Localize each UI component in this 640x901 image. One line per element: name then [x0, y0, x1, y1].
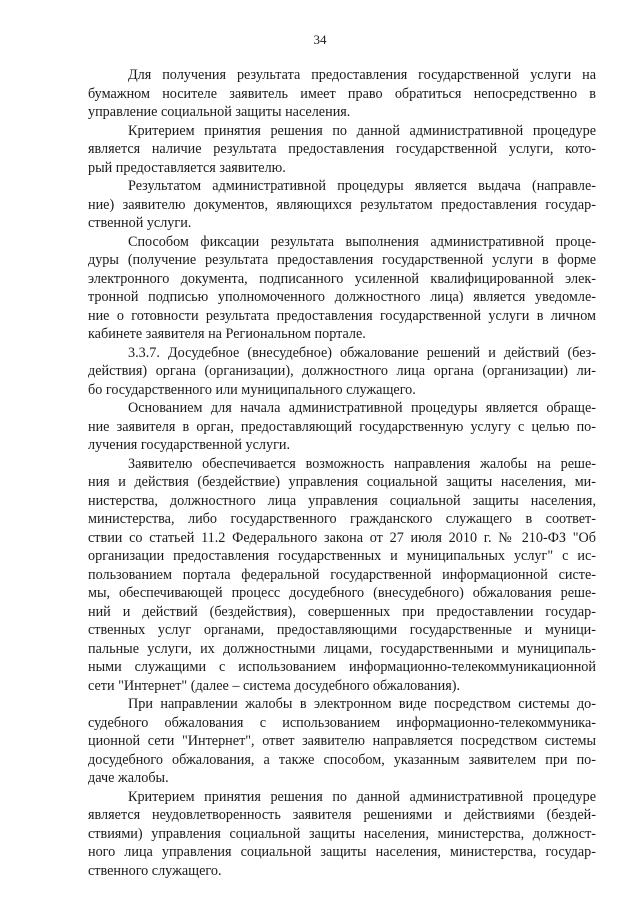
text-line: 3.3.7. Досудебное (внесудебное) обжалование решений и действий (без- — [128, 344, 596, 361]
text-line: ственных услуг органами, предоставляющими государственные и муници- — [88, 622, 596, 638]
text-line: Заявителю обеспечивается возможность направления жалобы на реше- — [128, 455, 596, 472]
text-line: нистерства, должностного лица управления социальной защиты населения, — [88, 492, 596, 509]
paragraph — [88, 66, 596, 122]
text-line: ного лица управления социальной защиты населения, министерства, государ- — [88, 844, 596, 860]
text-line: министерства, либо государственного гражданского служащего в соответ- — [88, 511, 596, 527]
paragraph — [88, 399, 596, 455]
text-line: ствии со статьей 11.2 Федерального закона от 27 июля 2010 г. № 210-ФЗ "Об — [88, 529, 596, 546]
text-line: является наличие результата предоставления государственной услуги, кото- — [88, 141, 596, 157]
text-line: дуры (получение результата предоставления государственной услуги в форме — [88, 252, 596, 268]
text-line: мы, обеспечивающей процесс досудебного (внесудебного) обжалования реше- — [88, 585, 596, 601]
paragraph — [88, 455, 596, 696]
document-body — [88, 66, 596, 880]
text-line: управление социальной защиты населения. — [88, 104, 351, 120]
paragraph — [88, 177, 596, 233]
text-line: ствиями) управления социальной защиты населения, министерства, должност- — [88, 825, 596, 842]
text-line: Критерием принятия решения по данной административной процедуре — [128, 122, 596, 139]
text-line: лучения государственной услуги. — [88, 437, 291, 453]
text-line: судебного обжалования с использованием информационно-телекоммуника- — [88, 714, 596, 731]
text-line: ние заявителя в орган, предоставляющий государственную услугу с целью по- — [88, 418, 596, 435]
text-line: кабинете заявителя на Региональном портале. — [88, 326, 366, 342]
text-line: тронной подписью уполномоченного должностного лица) является уведомле- — [88, 289, 596, 305]
text-line: Результатом административной процедуры является выдача (направле- — [128, 178, 596, 194]
text-line: Основанием для начала административной процедуры является обраще- — [128, 400, 596, 416]
text-line: действия) органа (организации), должностного лица органа (организации) ли- — [88, 363, 596, 379]
text-line: ственной услуги. — [88, 215, 192, 231]
text-line: даче жалобы. — [88, 770, 169, 786]
text-line: ние о готовности результата предоставления государственной услуги в личном — [88, 307, 596, 324]
text-line: электронного документа, подписанного усиленной квалифицированной элек- — [88, 270, 596, 287]
text-line: Для получения результата предоставления государственной услуги на — [128, 67, 596, 83]
text-line: является неудовлетворенность заявителя решениями и действиями (бездей- — [88, 807, 596, 823]
paragraph — [88, 788, 596, 881]
text-line: сети "Интернет" (далее – система досудебного обжалования). — [88, 677, 461, 694]
text-line: ние) заявителю документов, являющихся результатом предоставления государ- — [88, 196, 596, 213]
text-line: ными служащими с использованием информационно-телекоммуникационной — [88, 659, 596, 675]
paragraph — [88, 122, 596, 178]
text-line: ственного служащего. — [88, 862, 222, 879]
paragraph — [88, 695, 596, 788]
text-line: организации предоставления государственных и муниципальных услуг" с ис- — [88, 548, 596, 564]
text-line: досудебного обжалования, а также способом, указанным заявителем при по- — [88, 751, 596, 768]
text-line: бо государственного или муниципального служащего. — [88, 381, 416, 398]
text-line: бумажном носителе заявитель имеет право обратиться непосредственно в — [88, 85, 596, 102]
paragraph — [88, 233, 596, 344]
text-line: ний и действий (бездействия), совершенных при предоставлении государ- — [88, 603, 596, 620]
text-line: пальные услуги, их должностными лицами, государственными и муниципаль- — [88, 640, 596, 657]
page-number: 34 — [313, 32, 327, 47]
text-line: пользованием портала федеральной государственной информационной систе- — [88, 566, 596, 583]
paragraph — [88, 344, 596, 400]
text-line: Способом фиксации результата выполнения административной проце- — [128, 233, 596, 250]
text-line: рый предоставляется заявителю. — [88, 159, 286, 176]
text-line: ния и действия (бездействие) управления социальной защиты населения, ми- — [88, 474, 596, 490]
text-line: При направлении жалобы в электронном виде посредством системы до- — [128, 696, 596, 712]
text-line: ционной сети "Интернет", ответ заявителю направляется посредством системы — [88, 733, 596, 749]
text-line: Критерием принятия решения по данной административной процедуре — [128, 788, 596, 805]
